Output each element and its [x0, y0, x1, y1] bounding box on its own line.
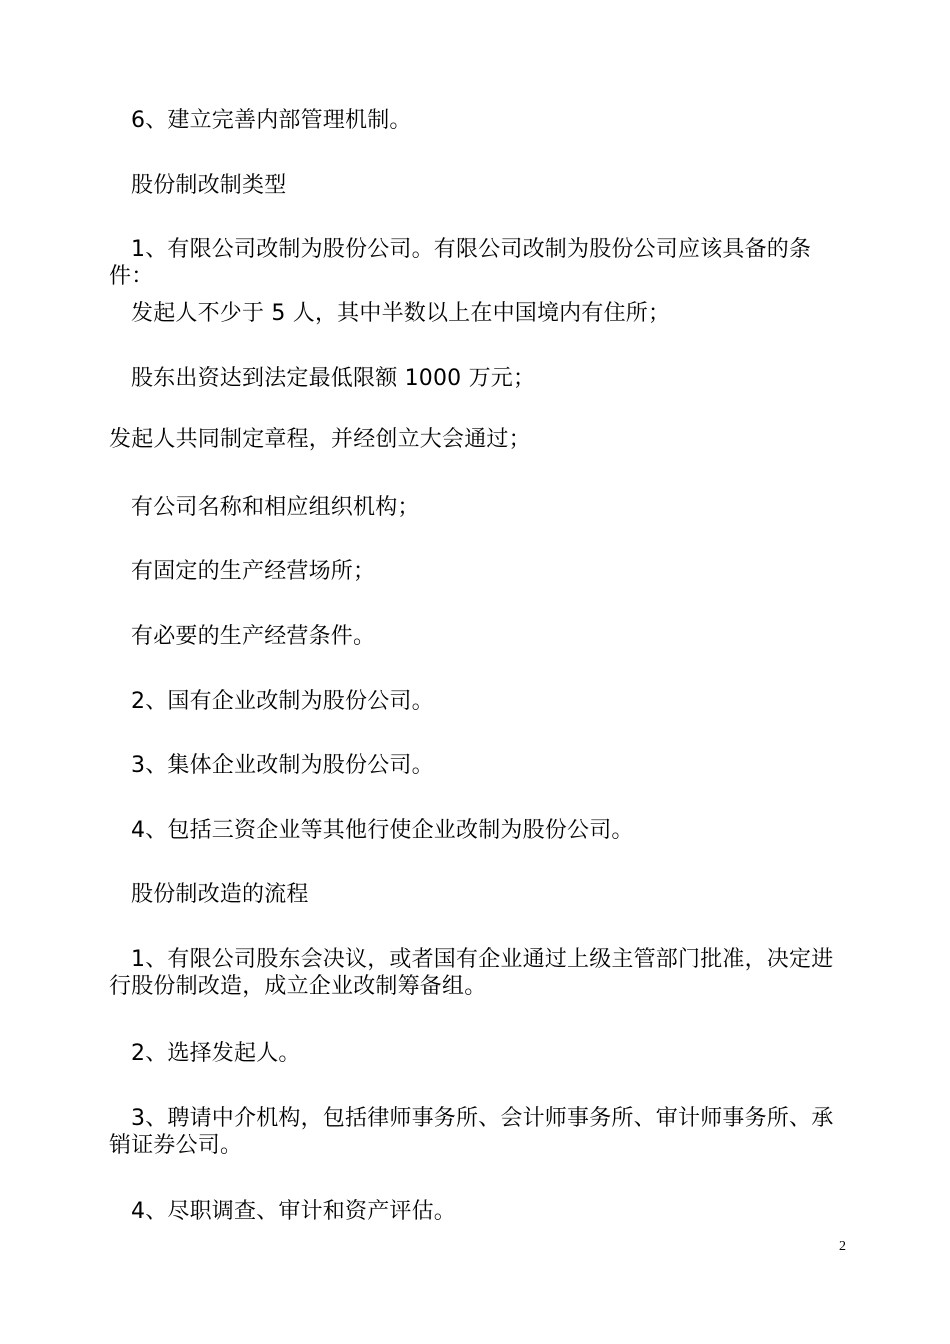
- paragraph-1: 6、建立完善内部管理机制。: [131, 108, 412, 133]
- section-heading-process: 股份制改造的流程: [131, 882, 309, 907]
- paragraph-6: 发起人共同制定章程，并经创立大会通过；: [109, 427, 531, 452]
- paragraph-9: 有必要的生产经营条件。: [131, 624, 376, 649]
- paragraph-17: 4、尽职调查、审计和资产评估。: [131, 1199, 456, 1224]
- paragraph-14: 1、有限公司股东会决议，或者国有企业通过上级主管部门批准，决定进行股份制改造，成立企业改制筹备组。: [109, 947, 834, 999]
- paragraph-15: 2、选择发起人。: [131, 1041, 301, 1066]
- paragraph-3: 1、有限公司改制为股份公司。有限公司改制为股份公司应该具备的条件：: [109, 237, 812, 289]
- paragraph-16: 3、聘请中介机构，包括律师事务所、会计师事务所、审计师事务所、承销证券公司。: [109, 1106, 834, 1158]
- section-heading-types: 股份制改制类型: [131, 173, 287, 198]
- paragraph-10: 2、国有企业改制为股份公司。: [131, 689, 434, 714]
- paragraph-4: 发起人不少于 5 人，其中半数以上在中国境内有住所；: [131, 301, 671, 326]
- paragraph-5: 股东出资达到法定最低限额 1000 万元；: [131, 366, 536, 391]
- paragraph-12: 4、包括三资企业等其他行使企业改制为股份公司。: [131, 818, 634, 843]
- paragraph-8: 有固定的生产经营场所；: [131, 559, 376, 584]
- page-number: 2: [839, 1239, 846, 1254]
- paragraph-11: 3、集体企业改制为股份公司。: [131, 753, 434, 778]
- paragraph-7: 有公司名称和相应组织机构；: [131, 495, 420, 520]
